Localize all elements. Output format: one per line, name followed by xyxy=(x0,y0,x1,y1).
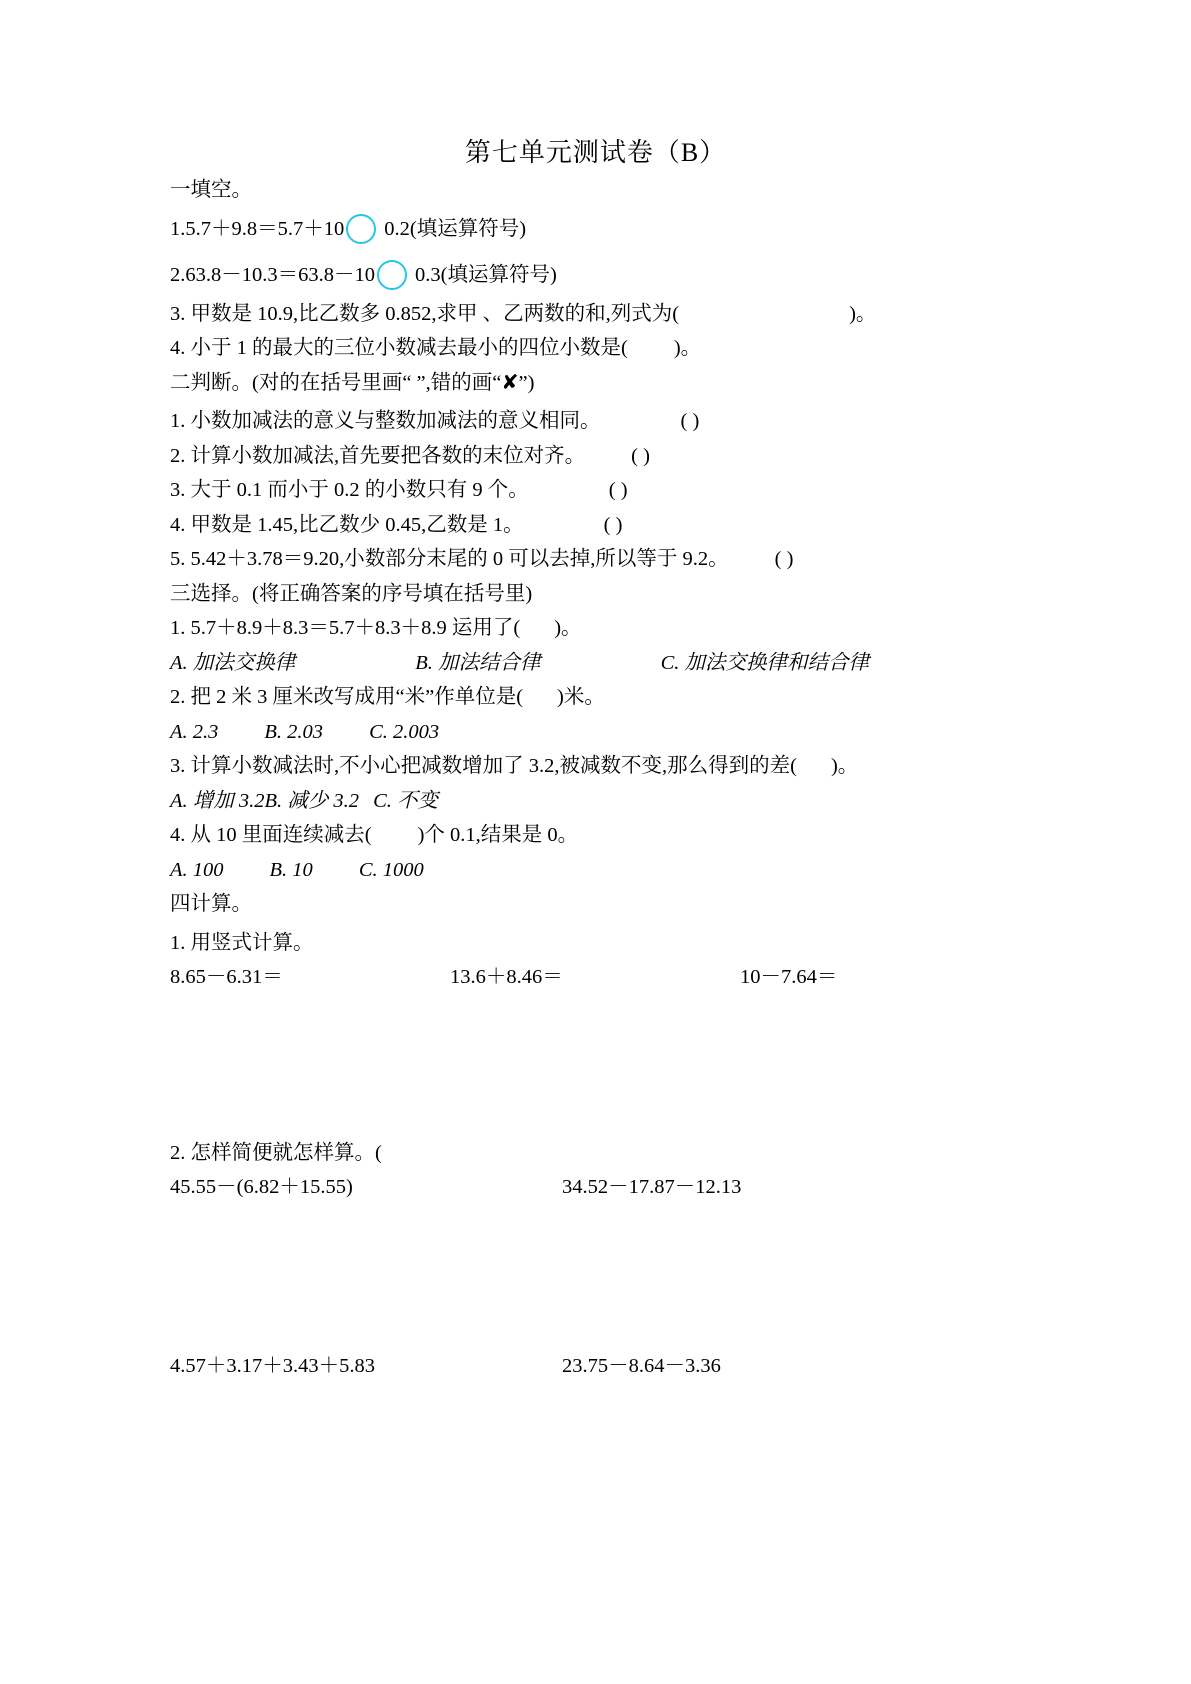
choice-item-3-tail: )。 xyxy=(830,755,859,777)
calc-problem-1: 8.65－6.31＝ xyxy=(170,966,283,988)
judge-item-2 xyxy=(170,446,1050,467)
fill-item-3-tail: )。 xyxy=(849,302,877,325)
judge-item-5 xyxy=(170,549,1050,570)
choice-item-2-text: 2. 把 2 米 3 厘米改写成用“米”作单位是( xyxy=(170,686,524,708)
calc-problem-2: 13.6＋8.46＝ xyxy=(450,966,563,988)
judge-item-1 xyxy=(170,411,1050,432)
section-heading-fill: 一填空。 xyxy=(170,179,252,201)
choice-item-1-option-b[interactable]: B. 加法结合律 xyxy=(415,651,541,674)
calc-workspace-1[interactable] xyxy=(170,988,1050,1143)
choice-item-1-tail: )。 xyxy=(554,617,582,639)
choice-item-2-option-b[interactable]: B. 2.03 xyxy=(264,720,324,743)
calc-sub2-label: 2. 怎样简便就怎样算。( xyxy=(170,1141,382,1164)
choice-item-4-options xyxy=(170,860,1050,881)
judge-item-4-text: 4. 甲数是 1.45,比乙数少 0.45,乙数是 1。 xyxy=(170,513,524,536)
choice-item-4-option-c[interactable]: C. 1000 xyxy=(358,858,424,881)
choice-item-3-option-a[interactable]: A. 增加 3.2 xyxy=(170,789,265,812)
choice-item-2-options xyxy=(170,722,1050,743)
fill-item-2 xyxy=(170,265,1050,286)
fill-item-1-expr: 5.7＋9.8＝5.7＋10 xyxy=(185,217,345,240)
fill-item-4-tail: )。 xyxy=(673,337,702,359)
choice-item-1-option-a[interactable]: A. 加法交换律 xyxy=(170,651,296,674)
choice-item-3-options xyxy=(170,791,1050,812)
circle-icon xyxy=(346,214,376,244)
choice-item-4-tail: )个 0.1,结果是 0。 xyxy=(417,824,579,846)
choice-item-3-text: 3. 计算小数减法时,不小心把减数增加了 3.2,被减数不变,那么得到的差( xyxy=(170,755,797,777)
calc-workspace-2[interactable] xyxy=(170,1198,1050,1356)
fill-item-1 xyxy=(170,219,1050,240)
fill-item-2-tail: 0.3(填运算符号) xyxy=(415,264,557,286)
choice-item-1-text: 1. 5.7＋8.9＋8.3＝5.7＋8.3＋8.9 运用了( xyxy=(170,617,521,639)
choice-item-3-option-c[interactable]: C. 不变 xyxy=(373,789,438,812)
judge-item-2-box[interactable]: ( ) xyxy=(631,444,650,467)
fill-item-3 xyxy=(170,304,1050,325)
simplify-problem-2: 34.52－17.87－12.13 xyxy=(562,1176,742,1198)
choice-item-1-option-c[interactable]: C. 加法交换律和结合律 xyxy=(660,651,869,674)
simplify-problem-3: 4.57＋3.17＋3.43＋5.83 xyxy=(170,1354,375,1377)
fill-item-1-number: 1. xyxy=(170,217,186,240)
choice-item-3-stem xyxy=(170,756,1050,777)
calc-sub2-row-2 xyxy=(170,1356,1050,1377)
judge-item-5-text: 5. 5.42＋3.78＝9.20,小数部分末尾的 0 可以去掉,所以等于 9.2。 xyxy=(170,548,729,570)
choice-item-4-text: 4. 从 10 里面连续减去( xyxy=(170,824,372,846)
worksheet-body xyxy=(170,180,1050,1376)
calc-sub1-problems xyxy=(170,967,1050,988)
calc-problem-3: 10－7.64＝ xyxy=(740,966,838,988)
choice-item-1-options xyxy=(170,653,1050,674)
judge-item-5-box[interactable]: ( ) xyxy=(774,548,794,570)
fill-item-2-number: 2. xyxy=(170,264,186,286)
judge-item-4-box[interactable]: ( ) xyxy=(603,513,623,536)
judge-item-1-text: 1. 小数加减法的意义与整数加减法的意义相同。 xyxy=(170,410,601,432)
judge-item-2-text: 2. 计算小数加减法,首先要把各数的末位对齐。 xyxy=(170,444,586,467)
simplify-problem-4: 23.75－8.64－3.36 xyxy=(562,1354,721,1377)
judge-item-3-box[interactable]: ( ) xyxy=(608,479,628,501)
choice-item-4-option-a[interactable]: A. 100 xyxy=(170,858,224,881)
choice-item-4-option-b[interactable]: B. 10 xyxy=(269,858,313,881)
judge-item-3 xyxy=(170,480,1050,501)
choice-item-2-tail: )米。 xyxy=(557,686,605,708)
fill-item-2-expr: 63.8－10.3＝63.8－10 xyxy=(185,264,375,286)
section-heading-choice: 三选择。(将正确答案的序号填在括号里) xyxy=(170,582,533,605)
choice-item-2-option-a[interactable]: A. 2.3 xyxy=(170,720,219,743)
simplify-problem-1: 45.55－(6.82＋15.55) xyxy=(170,1176,353,1198)
fill-item-4 xyxy=(170,338,1050,359)
choice-item-1-stem xyxy=(170,618,1050,639)
choice-item-3-option-b[interactable]: B. 减少 3.2 xyxy=(264,789,360,812)
choice-item-2-option-c[interactable]: C. 2.003 xyxy=(369,720,440,743)
section-heading-judge: 二判断。(对的在括号里画“ ”,错的画“✘”) xyxy=(170,371,535,394)
fill-item-4-text: 4. 小于 1 的最大的三位小数减去最小的四位小数是( xyxy=(170,337,628,359)
section-heading-calc: 四计算。 xyxy=(170,893,252,915)
choice-item-2-stem xyxy=(170,687,1050,708)
judge-item-1-box[interactable]: ( ) xyxy=(680,410,700,432)
page-title: 第七单元测试卷（B） xyxy=(464,138,727,167)
calc-sub1-label: 1. 用竖式计算。 xyxy=(170,931,314,954)
judge-item-3-text: 3. 大于 0.1 而小于 0.2 的小数只有 9 个。 xyxy=(170,479,529,501)
fill-item-3-text: 3. 甲数是 10.9,比乙数多 0.852,求甲 、乙两数的和,列式为( xyxy=(170,302,680,325)
judge-item-4 xyxy=(170,515,1050,536)
fill-item-1-tail: 0.2(填运算符号) xyxy=(384,217,527,240)
choice-item-4-stem xyxy=(170,825,1050,846)
calc-sub2-row-1 xyxy=(170,1177,1050,1198)
